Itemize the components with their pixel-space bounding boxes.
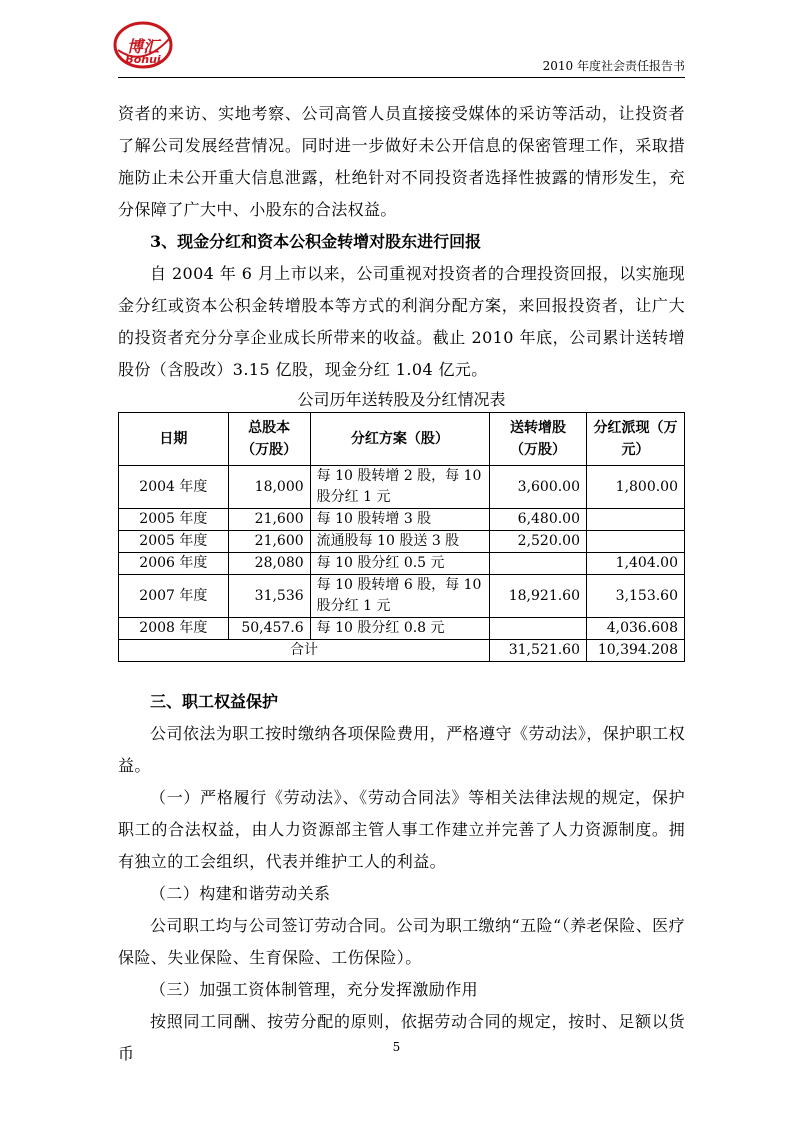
cell-plan: 每 10 股分红 0.5 元 [310,553,489,575]
header-plan: 分红方案（股） [310,413,489,466]
cell-bonus: 2,520.00 [490,531,587,553]
cell-bonus [490,618,587,640]
cell-total-label: 合计 [119,640,490,662]
paragraph-labor-contract: 公司职工均与公司签订劳动合同。公司为职工缴纳“五险“（养老保险、医疗保险、失业保险、生育保险、工伤保险）。 [118,916,685,967]
cell-total: 50,457.6 [228,618,310,640]
cell-total: 21,600 [228,509,310,531]
cell-dividend: 1,404.00 [587,553,685,575]
logo-chinese-text: 博汇 [126,37,159,56]
cell-plan: 每 10 股转增 3 股 [310,509,489,531]
cell-total: 31,536 [228,575,310,618]
table-header-row [119,413,685,466]
table-row [119,531,685,553]
section-heading-cash-dividend: 3、现金分红和资本公积金转增对股东进行回报 [150,232,482,251]
subheading-wage-management: （三）加强工资体制管理，充分发挥激励作用 [150,980,479,999]
header-total-shares: 总股本（万股） [228,413,310,466]
cell-total-dividend: 10,394.208 [587,640,685,662]
paragraph-investor-relations: 资者的来访、实地考察、公司高管人员直接接受媒体的采访等活动，让投资者了解公司发展经营情况。同时进一步做好未公开信息的保密管理工作，采取措施防止未公开重大信息泄露，杜绝针对不同投资者选择性披露的情形发生，充分保障了广大中、小股东的合法权益。 [118,104,685,219]
cell-date: 2008 年度 [119,618,229,640]
table-caption: 公司历年送转股及分红情况表 [297,390,506,409]
cell-bonus: 6,480.00 [490,509,587,531]
cell-date: 2007 年度 [119,575,229,618]
header-bonus-shares: 送转增股（万股） [490,413,587,466]
table-total-row [119,640,685,662]
header-date: 日期 [119,413,229,466]
header-dividend: 分红派现（万元） [587,413,685,466]
cell-bonus: 3,600.00 [490,466,587,509]
cell-plan: 每 10 股分红 0.8 元 [310,618,489,640]
paragraph-insurance: 公司依法为职工按时缴纳各项保险费用，严格遵守《劳动法》，保护职工权益。 [118,724,685,775]
cell-dividend: 3,153.60 [587,575,685,618]
cell-dividend: 4,036.608 [587,618,685,640]
table-row [119,553,685,575]
cell-bonus [490,553,587,575]
cell-dividend: 1,800.00 [587,466,685,509]
cell-date: 2005 年度 [119,509,229,531]
page-number: 5 [392,1040,401,1054]
header-divider [118,77,685,78]
logo-english-text: Bohui [125,53,161,66]
cell-total-bonus: 31,521.60 [490,640,587,662]
cell-date: 2005 年度 [119,531,229,553]
cell-dividend [587,531,685,553]
table-row [119,618,685,640]
dividend-table [118,412,685,662]
table-row [119,466,685,509]
paragraph-pay-principle: 按照同工同酬、按劳分配的原则，依据劳动合同的规定，按时、足额以货币 [118,1012,685,1063]
table-row [119,575,685,618]
section-heading-staff-rights: 三、职工权益保护 [150,692,279,711]
page-content [118,98,685,1070]
table-row [119,509,685,531]
cell-date: 2006 年度 [119,553,229,575]
paragraph-dividend-summary: 自 2004 年 6 月上市以来，公司重视对投资者的合理投资回报，以实施现金分红或资本公积金转增股本等方式的利润分配方案，来回报投资者，让广大的投资者充分分享企业成长所带来的收益。截止 2010 年底，公司累计送转增股份（含股改）3.15 亿股，现金分红 1.04 亿元。 [118,264,685,379]
paragraph-labor-law: （一）严格履行《劳动法》、《劳动合同法》等相关法律法规的规定，保护职工的合法权益，由人力资源部主管人事工作建立并完善了人力资源制度。拥有独立的工会组织，代表并维护工人的利益。 [118,788,685,871]
company-logo [112,18,174,70]
cell-date: 2004 年度 [119,466,229,509]
cell-dividend [587,509,685,531]
cell-bonus: 18,921.60 [490,575,587,618]
cell-plan: 流通股每 10 股送 3 股 [310,531,489,553]
cell-plan: 每 10 股转增 2 股，每 10 股分红 1 元 [310,466,489,509]
cell-plan: 每 10 股转增 6 股，每 10 股分红 1 元 [310,575,489,618]
cell-total: 28,080 [228,553,310,575]
report-title: 2010 年度社会责任报告书 [542,59,685,73]
cell-total: 18,000 [228,466,310,509]
subheading-labor-relations: （二）构建和谐劳动关系 [150,884,331,903]
cell-total: 21,600 [228,531,310,553]
